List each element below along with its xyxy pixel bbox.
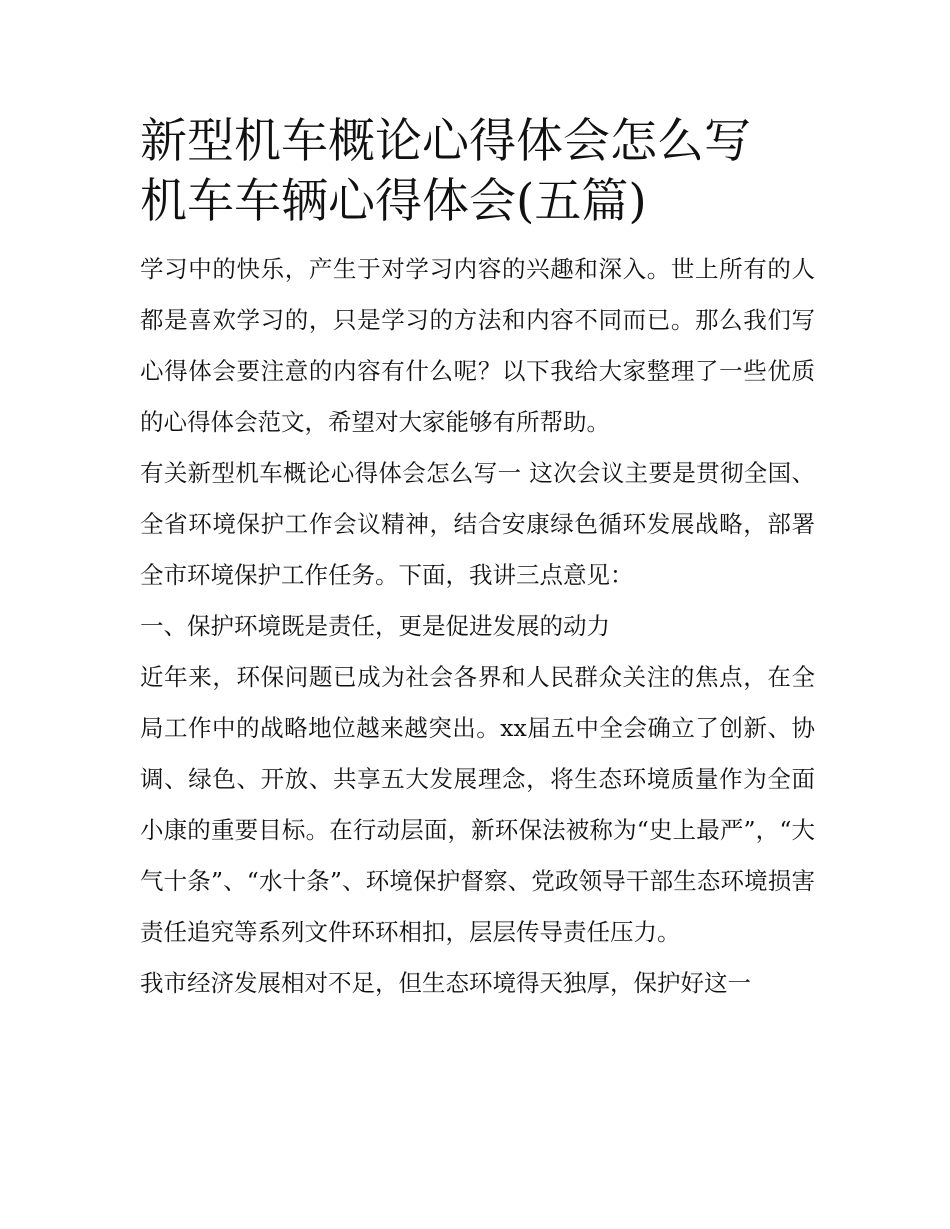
section-heading-1: 一、保护环境既是责任，更是促进发展的动力 (140, 612, 610, 640)
title-line-2: 机车车辆心得体会(五篇) (140, 174, 647, 229)
intro-paragraph: 学习中的快乐，产生于对学习内容的兴趣和深入。世上所有的人都是喜欢学习的，只是学习的方法和内容不同而已。那么我们写心得体会要注意的内容有什么呢？以下我给大家整理了一些优质的心得体会范文，希望对大家能够有所帮助。 (140, 255, 815, 436)
section-one-intro-paragraph: 有关新型机车概论心得体会怎么写一 这次会议主要是贯彻全国、全省环境保护工作会议精神，结合安康绿色循环发展战略，部署全市环境保护工作任务。下面，我讲三点意见： (140, 459, 815, 589)
title-line-1: 新型机车概论心得体会怎么写 (140, 114, 751, 169)
document-title (140, 112, 815, 232)
body-paragraph-2: 我市经济发展相对不足，但生态环境得天独厚，保护好这一 (140, 969, 751, 997)
body-paragraph-1: 近年来，环保问题已成为社会各界和人民群众关注的焦点，在全局工作中的战略地位越来越突出。xx届五中全会确立了创新、协调、绿色、开放、共享五大发展理念，将生态环境质量作为全面小康的重要目标。在行动层面，新环保法被称为“史上最严”，“大气十条”、“水十条”、环境保护督察、党政领导干部生态环境损害责任追究等系列文件环环相扣，层层传导责任压力。 (140, 663, 815, 946)
document-content (140, 112, 815, 1009)
